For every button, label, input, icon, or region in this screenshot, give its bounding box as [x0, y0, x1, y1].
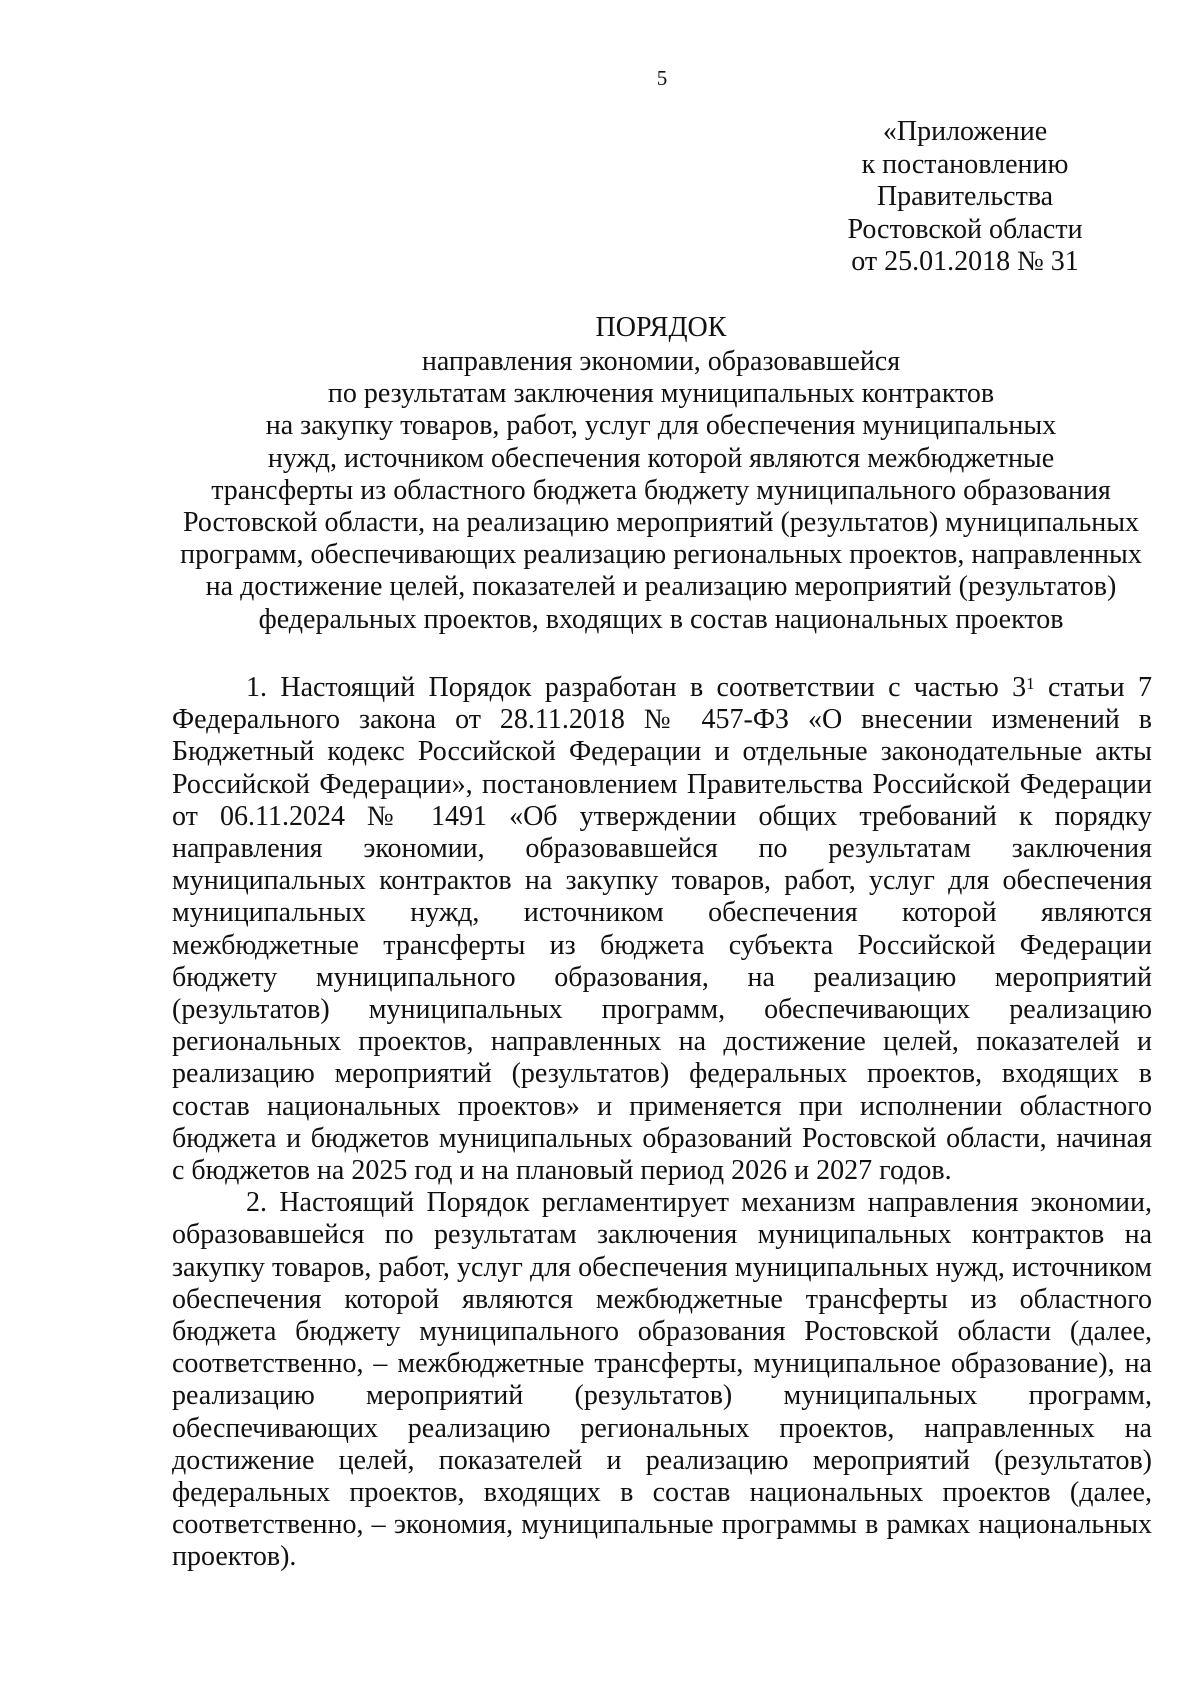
- subtitle-line: на достижение целей, показателей и реализацию мероприятий (результатов): [205, 571, 1117, 603]
- appendix-line: от 25.01.2018 № 31: [851, 246, 1079, 277]
- subtitle-line: нужд, источником обеспечения которой являются межбюджетные: [267, 442, 1055, 474]
- subtitle-line: направления экономии, образовавшейся: [421, 346, 901, 377]
- paragraph-1-text-end: статьи 7 Федерального закона от 28.11.2018 № 457-ФЗ «О внесении изменений в Бюджетный кодекс Российской Федерации и отдельные законодательные акты Российской Федерации», постановлением Правительства Российской Федерации от 06.11.2024 № 1491 «Об утверждении общих требований к порядку направления экономии, образовавшейся по результатам заключения муниципальных контрактов на закупку товаров, работ, услуг для обеспечения муниципальных нужд, источником обеспечения которой являются межбюджетные трансферты из бюджета субъекта Российской Федерации бюджету муниципального образования, на реализацию мероприятий (результатов) муниципальных программ, обеспечивающих реализацию региональных проектов, направленных на достижение целей, показателей и реализацию мероприятий (результатов) федеральных проектов, входящих в состав национальных проектов» и применяется при исполнении областного бюджета и бюджетов муниципальных образований Ростовской области, начиная с бюджетов на 2025 год и на плановый период 2026 и 2027 годов.: [172, 672, 1152, 1187]
- subtitle-line: программ, обеспечивающих реализацию региональных проектов, направленных: [180, 539, 1142, 571]
- document-subtitle: [170, 346, 1152, 636]
- paragraph-1: [172, 672, 1152, 1187]
- page-number: 5: [656, 66, 668, 90]
- appendix-line: Правительства: [876, 181, 1054, 212]
- appendix-line: Ростовской области: [847, 213, 1083, 245]
- appendix-line: «Приложение: [882, 116, 1048, 147]
- paragraph-1-text-start: 1. Настоящий Порядок разработан в соответствии с частью 3: [246, 672, 1027, 703]
- document-title: ПОРЯДОК: [595, 312, 727, 343]
- subtitle-line: трансферты из областного бюджета бюджету муниципального образования: [211, 474, 1111, 506]
- appendix-line: к постановлению: [861, 148, 1069, 180]
- subtitle-line: на закупку товаров, работ, услуг для обеспечения муниципальных: [265, 410, 1057, 442]
- subtitle-line: по результатам заключения муниципальных контрактов: [327, 378, 995, 410]
- paragraph-2: 2. Настоящий Порядок регламентирует механизм направления экономии, образовавшейся по результатам заключения муниципальных контрактов на закупку товаров, работ, услуг для обеспечения муниципальных нужд, источником обеспечения которой являются межбюджетные трансферты из областного бюджета бюджету муниципального образования Ростовской области (далее, соответственно, – межбюджетные трансферты, муниципальное образование), на реализацию мероприятий (результатов) муниципальных программ, обеспечивающих реализацию региональных проектов, направленных на достижение целей, показателей и реализацию мероприятий (результатов) федеральных проектов, входящих в состав национальных проектов (далее, соответственно, – экономия, муниципальные программы в рамках национальных проектов).: [172, 1187, 1152, 1573]
- subtitle-line: Ростовской области, на реализацию мероприятий (результатов) муниципальных: [182, 507, 1140, 539]
- document-body: [172, 672, 1152, 1574]
- superscript: 1: [1026, 674, 1035, 693]
- subtitle-line: федеральных проектов, входящих в состав национальных проектов: [258, 603, 1064, 635]
- appendix-block: [845, 116, 1085, 279]
